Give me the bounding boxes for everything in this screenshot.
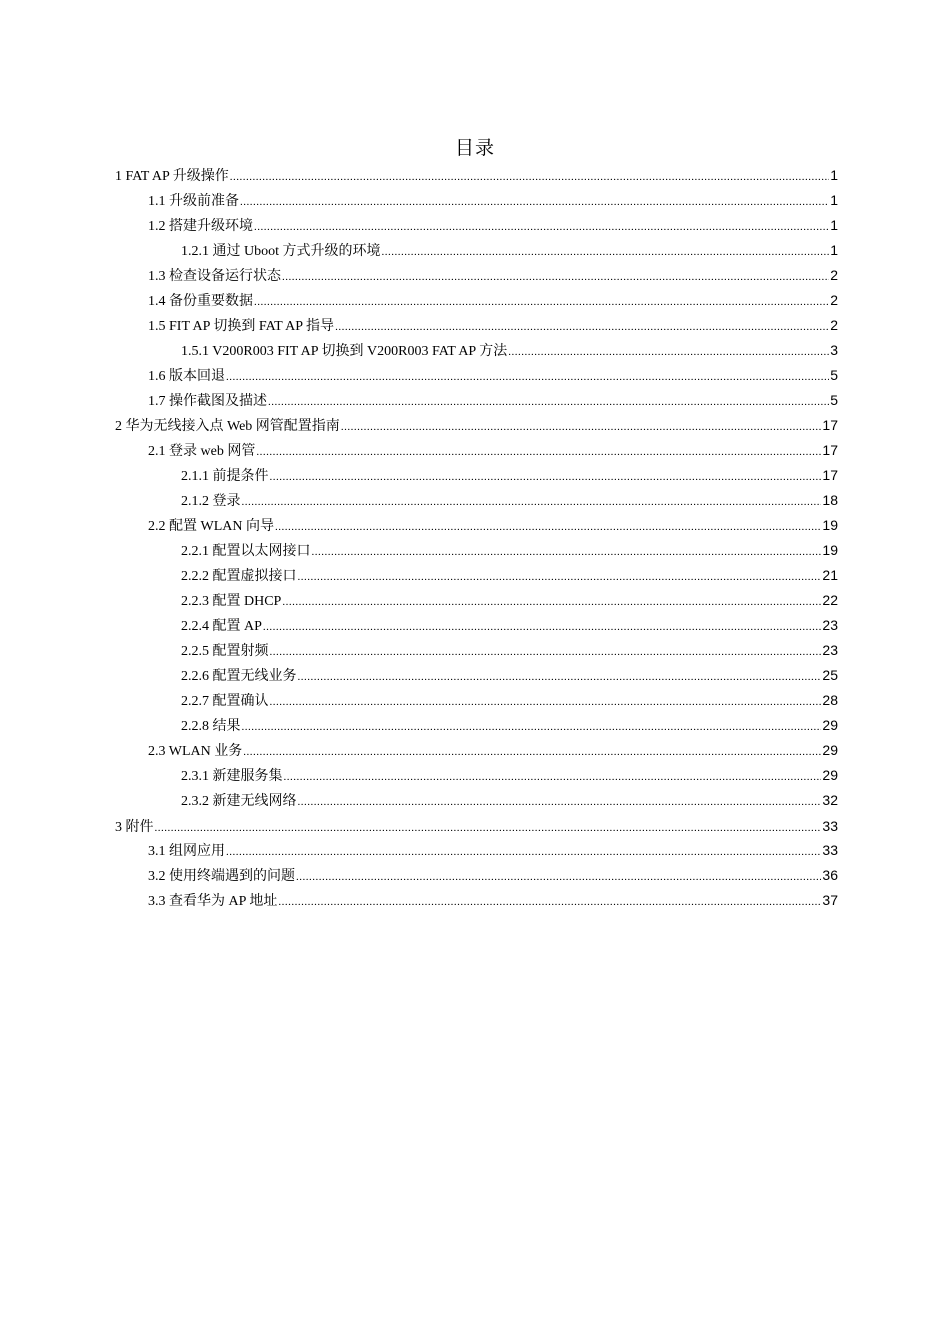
toc-page-number: 22 bbox=[822, 592, 838, 608]
toc-entry[interactable] bbox=[181, 538, 838, 562]
toc-dot-leader bbox=[312, 540, 822, 564]
toc-dot-leader bbox=[226, 840, 821, 864]
toc-entry[interactable] bbox=[148, 363, 838, 387]
toc-dot-leader bbox=[508, 340, 829, 364]
toc-entry[interactable] bbox=[148, 888, 838, 912]
toc-entry-text: 2.2.7 配置确认 bbox=[181, 694, 269, 709]
toc-page-number: 1 bbox=[830, 217, 838, 233]
toc-entry-text: 2.2.5 配置射频 bbox=[181, 644, 269, 659]
toc-dot-leader bbox=[382, 240, 830, 264]
toc-entry[interactable] bbox=[181, 488, 838, 512]
toc-dot-leader bbox=[296, 865, 821, 889]
toc-title: 目录 bbox=[454, 138, 495, 159]
toc-entry-text: 2.2.1 配置以太网接口 bbox=[181, 544, 311, 559]
toc-entry-text: 2.2.2 配置虚拟接口 bbox=[181, 569, 297, 584]
toc-entry[interactable] bbox=[181, 663, 838, 687]
toc-entry-text: 2 华为无线接入点 Web 网管配置指南 bbox=[115, 419, 340, 434]
toc-dot-leader bbox=[226, 365, 829, 389]
toc-page-number: 29 bbox=[822, 742, 838, 758]
toc-page-number: 25 bbox=[822, 667, 838, 683]
toc-entry-text: 2.1 登录 web 网管 bbox=[148, 444, 256, 459]
toc-entry[interactable] bbox=[115, 814, 838, 838]
toc-entry-text: 1 FAT AP 升级操作 bbox=[115, 169, 229, 184]
toc-entry-text: 1.5 FIT AP 切换到 FAT AP 指导 bbox=[148, 319, 335, 334]
toc-entry-text: 2.2 配置 WLAN 向导 bbox=[148, 519, 274, 534]
toc-entry-text: 2.2.8 结果 bbox=[181, 719, 241, 734]
toc-entry-text: 2.3.2 新建无线网络 bbox=[181, 794, 297, 809]
toc-dot-leader bbox=[284, 765, 822, 789]
toc-entry[interactable] bbox=[181, 238, 838, 262]
toc-entry-text: 2.3.1 新建服务集 bbox=[181, 769, 283, 784]
toc-page-number: 18 bbox=[822, 492, 838, 508]
toc-entry[interactable] bbox=[115, 413, 838, 437]
toc-page-number: 1 bbox=[830, 167, 838, 183]
toc-dot-leader bbox=[278, 890, 821, 914]
toc-entry[interactable] bbox=[148, 388, 838, 412]
toc-dot-leader bbox=[335, 315, 829, 339]
toc-entry-text: 2.2.4 配置 AP bbox=[181, 619, 262, 634]
toc-entry-text: 2.2.6 配置无线业务 bbox=[181, 669, 297, 684]
toc-page-number: 1 bbox=[830, 242, 838, 258]
toc-entry[interactable] bbox=[181, 713, 838, 737]
toc-dot-leader bbox=[298, 665, 822, 689]
toc-entry[interactable] bbox=[148, 263, 838, 287]
toc-entry-text: 1.7 操作截图及描述 bbox=[148, 394, 267, 409]
toc-entry[interactable] bbox=[148, 863, 838, 887]
toc-entry-text: 3.2 使用终端遇到的问题 bbox=[148, 869, 295, 884]
toc-entry-text: 3 附件 bbox=[115, 820, 154, 835]
toc-dot-leader bbox=[270, 640, 822, 664]
toc-entry[interactable] bbox=[181, 563, 838, 587]
toc-page-number: 17 bbox=[822, 442, 838, 458]
toc-page-number: 2 bbox=[830, 292, 838, 308]
toc-dot-leader bbox=[275, 515, 821, 539]
toc-entry-text: 1.2.1 通过 Uboot 方式升级的环境 bbox=[181, 244, 381, 259]
toc-entry-text: 1.2 搭建升级环境 bbox=[148, 219, 253, 234]
toc-entry[interactable] bbox=[181, 638, 838, 662]
toc-entry-text: 1.3 检查设备运行状态 bbox=[148, 269, 281, 284]
toc-entry[interactable] bbox=[148, 738, 838, 762]
toc-page-number: 19 bbox=[822, 542, 838, 558]
toc-dot-leader bbox=[268, 390, 829, 414]
toc-dot-leader bbox=[256, 440, 821, 464]
toc-dot-leader bbox=[298, 565, 822, 589]
toc-entry[interactable] bbox=[148, 438, 838, 462]
toc-entry[interactable] bbox=[181, 338, 838, 362]
toc-page-number: 37 bbox=[822, 892, 838, 908]
toc-entry[interactable] bbox=[181, 688, 838, 712]
toc-entry[interactable] bbox=[181, 788, 838, 812]
toc-dot-leader bbox=[282, 590, 821, 614]
toc-entry-text: 2.1.2 登录 bbox=[181, 494, 241, 509]
toc-page-number: 5 bbox=[830, 367, 838, 383]
toc-entry[interactable] bbox=[148, 213, 838, 237]
toc-entry[interactable] bbox=[148, 513, 838, 537]
toc-entry-text: 2.1.1 前提条件 bbox=[181, 469, 269, 484]
toc-entry-text: 1.6 版本回退 bbox=[148, 369, 225, 384]
toc-entry[interactable] bbox=[181, 613, 838, 637]
toc-entry[interactable] bbox=[181, 463, 838, 487]
toc-page-number: 5 bbox=[830, 392, 838, 408]
toc-dot-leader bbox=[263, 615, 822, 639]
toc-dot-leader bbox=[270, 465, 822, 489]
toc-page-number: 23 bbox=[822, 642, 838, 658]
toc-page-number: 28 bbox=[822, 692, 838, 708]
toc-entry[interactable] bbox=[181, 763, 838, 787]
toc-dot-leader bbox=[254, 215, 829, 239]
toc-page-number: 17 bbox=[822, 467, 838, 483]
toc-dot-leader bbox=[282, 265, 829, 289]
toc-entry[interactable] bbox=[148, 313, 838, 337]
toc-page-number: 33 bbox=[822, 818, 838, 834]
toc-page-number: 1 bbox=[830, 192, 838, 208]
toc-page-number: 23 bbox=[822, 617, 838, 633]
toc-dot-leader bbox=[242, 490, 822, 514]
toc-dot-leader bbox=[243, 740, 821, 764]
toc-entry[interactable] bbox=[148, 288, 838, 312]
toc-entry[interactable] bbox=[181, 588, 838, 612]
toc-entry[interactable] bbox=[148, 838, 838, 862]
toc-dot-leader bbox=[242, 715, 822, 739]
toc-page-number: 3 bbox=[830, 342, 838, 358]
toc-page-number: 2 bbox=[830, 267, 838, 283]
toc-entry-text: 1.1 升级前准备 bbox=[148, 194, 239, 209]
toc-page-number: 17 bbox=[822, 417, 838, 433]
toc-entry-text: 3.1 组网应用 bbox=[148, 844, 225, 859]
toc-page-number: 36 bbox=[822, 867, 838, 883]
toc-page-number: 29 bbox=[822, 717, 838, 733]
toc-entry-text: 1.4 备份重要数据 bbox=[148, 294, 253, 309]
toc-page-number: 33 bbox=[822, 842, 838, 858]
toc-page-number: 21 bbox=[822, 567, 838, 583]
toc-dot-leader bbox=[155, 816, 822, 840]
toc-entry-text: 1.5.1 V200R003 FIT AP 切换到 V200R003 FAT AP 方法 bbox=[181, 344, 508, 359]
toc-page-number: 19 bbox=[822, 517, 838, 533]
toc-entry-text: 2.2.3 配置 DHCP bbox=[181, 594, 282, 609]
toc-dot-leader bbox=[341, 415, 822, 439]
toc-entry-text: 3.3 查看华为 AP 地址 bbox=[148, 894, 278, 909]
toc-dot-leader bbox=[254, 290, 829, 314]
toc-dot-leader bbox=[230, 165, 829, 189]
toc-dot-leader bbox=[240, 190, 829, 214]
toc-dot-leader bbox=[298, 790, 822, 814]
toc-page-number: 29 bbox=[822, 767, 838, 783]
toc-dot-leader bbox=[270, 690, 822, 714]
toc-page-number: 32 bbox=[822, 792, 838, 808]
toc-entry[interactable] bbox=[148, 188, 838, 212]
toc-entry[interactable] bbox=[115, 163, 838, 187]
toc-page-number: 2 bbox=[830, 317, 838, 333]
toc-entry-text: 2.3 WLAN 业务 bbox=[148, 744, 243, 759]
